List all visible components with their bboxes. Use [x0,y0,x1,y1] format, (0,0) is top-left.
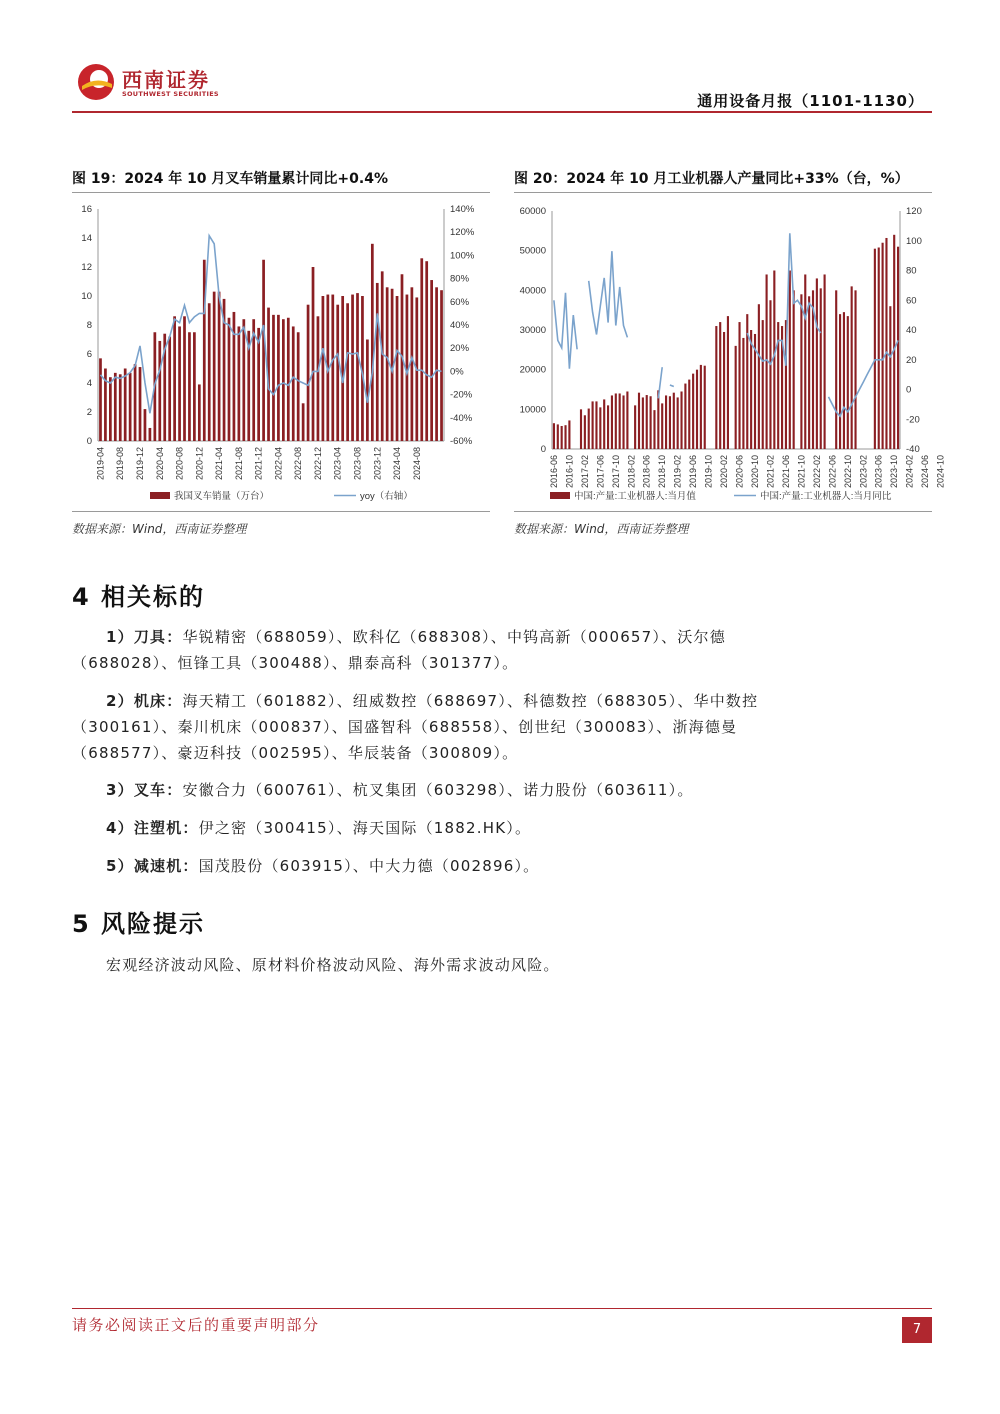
y-right-tick-label: 80% [450,273,470,285]
bar [183,316,186,441]
bar [198,384,201,441]
section-4-heading: 4 相关标的 [72,583,206,611]
y-right-tick-label: 100 [906,235,922,247]
bar [356,293,359,441]
y-right-tick-label: 120% [450,227,475,239]
related-item-tools [72,624,772,676]
bar [750,330,752,449]
bar [727,316,729,449]
x-tick-label: 2018-06 [641,455,652,489]
x-tick-label: 2019-10 [703,455,714,489]
x-tick-label: 2023-08 [352,447,363,481]
bar [99,358,102,441]
related-item-forklift [72,777,772,803]
bar [885,238,887,449]
bar [297,332,300,441]
forklift-sales-chart [72,193,490,511]
report-title: 通用设备月报（1101-1130） [697,92,924,110]
figure-19 [72,168,490,537]
x-tick-label: 2024-06 [920,455,931,489]
x-tick-label: 2021-12 [253,447,264,481]
y-right-tick-label: 20 [906,354,917,366]
company-logo-icon [76,62,116,102]
bar [109,377,112,441]
bar [317,316,320,441]
x-tick-label: 2023-02 [858,455,869,489]
bar [307,305,310,441]
bar [816,278,818,449]
bar [684,384,686,449]
related-item-injection-molding [72,815,772,841]
bar [420,258,423,441]
bar [773,271,775,450]
x-tick-label: 2024-02 [904,455,915,489]
bar [738,322,740,449]
bar [669,396,671,449]
x-tick-label: 2023-12 [372,447,383,481]
item-text: 华锐精密（688059）、欧科亿（688308）、中钨高新（000657）、沃尔德（688028）、恒锋工具（300488）、鼎泰高科（301377）。 [72,628,726,672]
bar [793,290,795,449]
y-right-tick-label: -20% [450,389,473,401]
bar [561,426,563,449]
figure-source: 数据来源：Wind，西南证券整理 [72,522,247,536]
legend-line-label: 中国:产量:工业机器人:当月同比 [760,491,892,502]
page-number: 7 [902,1317,932,1343]
bar [843,312,845,449]
bar [673,393,675,449]
y-left-tick-label: 0 [86,436,92,447]
bar [638,393,640,449]
figure-bottom-rule [72,511,490,512]
bar [897,247,899,449]
bar [292,326,295,441]
y-right-tick-label: 0 [906,384,912,396]
y-right-tick-label: 80 [906,265,917,277]
x-tick-label: 2020-12 [194,447,205,481]
bar [665,395,667,449]
x-tick-label: 2020-02 [719,455,730,489]
item-text: 国茂股份（603915）、中大力德（002896）。 [198,857,540,875]
bar [287,318,290,441]
x-tick-label: 2021-04 [214,447,225,481]
x-tick-label: 2020-06 [734,455,745,489]
bar [719,322,721,449]
bar [134,364,137,441]
bar [124,369,127,442]
x-tick-label: 2024-08 [411,447,422,481]
bar [114,373,117,441]
x-tick-label: 2016-10 [564,455,575,489]
y-right-tick-label: 140% [450,204,475,215]
bar [661,403,663,449]
x-tick-label: 2023-04 [332,447,343,481]
bar [680,391,682,449]
item-text: 安徽合力（600761）、杭叉集团（603298）、诺力股份（603611）。 [182,781,694,799]
item-label: 4）注塑机： [106,819,199,837]
bar [158,341,161,441]
bar [396,296,399,441]
x-tick-label: 2022-12 [312,447,323,481]
footer-divider [72,1308,932,1309]
bar [242,319,245,441]
y-right-tick-label: 120 [906,206,922,217]
legend-bar-swatch [550,492,570,499]
x-tick-label: 2019-06 [688,455,699,489]
bar [257,328,260,441]
bar [742,338,744,449]
x-tick-label: 2020-10 [750,455,760,489]
y-left-tick-label: 20000 [519,364,546,376]
bar [129,373,132,441]
x-tick-label: 2019-08 [115,447,126,481]
bar [557,424,559,449]
y-left-tick-label: 0 [540,444,546,455]
y-right-tick-label: 40% [450,320,470,331]
bar [603,399,605,449]
company-name-cn: 西南证券 [122,68,210,92]
y-right-tick-label: 60% [450,296,470,308]
bar [331,295,334,441]
x-tick-label: 2022-06 [827,455,838,489]
figure-bottom-rule [514,511,932,512]
risk-text [72,952,772,978]
y-left-tick-label: 4 [86,378,92,389]
bar [889,306,891,449]
bar [634,405,636,449]
y-left-tick-label: 30000 [519,325,546,336]
y-right-tick-label: 20% [450,343,470,355]
bar [336,305,339,441]
industrial-robot-chart [514,193,946,511]
x-tick-label: 2023-06 [873,455,884,489]
x-tick-label: 2021-10 [796,455,807,489]
legend-bar-swatch [150,492,170,499]
legend-bar-label: 中国:产量:工业机器人:当月值 [574,491,696,502]
bar [657,390,659,449]
bar [847,316,849,449]
item-label: 2）机床： [106,692,183,710]
bar [188,332,191,441]
bar [735,346,737,449]
bar [282,319,285,441]
y-left-tick-label: 2 [86,407,92,418]
x-tick-label: 2022-10 [842,455,853,489]
bar [144,409,147,441]
bar [692,374,694,449]
bar [228,318,231,441]
legend-bar-label: 我国叉车销量（万台） [174,491,270,502]
bar [650,396,652,449]
bar [882,243,884,449]
x-tick-label: 2018-02 [626,455,637,489]
bar [351,295,354,441]
bar [149,428,152,441]
footer-disclaimer: 请务必阅读正文后的重要声明部分 [72,1316,320,1334]
x-tick-label: 2016-06 [548,455,559,489]
bar [607,405,609,449]
bar [376,283,379,441]
x-tick-label: 2021-06 [780,455,791,489]
bar [789,271,791,450]
bar [758,304,760,449]
x-tick-label: 2021-08 [233,447,244,481]
bar [595,401,597,449]
header-divider [72,111,932,113]
bar [213,292,216,441]
bar [626,391,628,449]
bar [588,409,590,449]
bar [346,303,349,441]
bar [168,337,171,441]
related-item-reducer [72,853,772,879]
y-right-tick-label: 60 [906,295,917,307]
bar [584,415,586,449]
bar [599,407,601,449]
bar [425,261,428,441]
figure-source: 数据来源：Wind，西南证券整理 [514,522,689,536]
x-tick-label: 2021-02 [765,455,776,489]
y-right-tick-label: 100% [450,250,475,262]
item-label: 1）刀具： [106,628,183,646]
bar [808,296,810,449]
bar [619,393,621,449]
bar [218,292,221,441]
bar [677,397,679,449]
y-left-tick-label: 14 [81,233,92,244]
x-tick-label: 2017-02 [579,455,590,489]
yoy-line [101,236,442,414]
bar [851,286,853,449]
bar [322,296,325,441]
bar [646,395,648,449]
bar [622,395,624,449]
section-5-heading: 5 风险提示 [72,910,206,938]
bar [824,274,826,449]
bar [878,247,880,449]
risk-content: 宏观经济波动风险、原材料价格波动风险、海外需求波动风险。 [106,956,560,974]
bar [568,420,570,449]
x-tick-label: 2022-08 [293,447,304,481]
bar [723,332,725,449]
bar [564,425,566,449]
y-left-tick-label: 60000 [519,206,546,217]
y-left-tick-label: 10000 [519,404,546,416]
y-right-tick-label: 0% [450,366,464,378]
yoy-line [554,233,898,416]
bar [430,280,433,441]
bar [611,395,613,449]
bar [381,271,384,441]
item-label: 5）减速机： [106,857,199,875]
y-left-tick-label: 8 [86,320,92,331]
x-tick-label: 2019-12 [135,447,146,481]
bar [688,380,690,449]
bar [208,303,211,441]
x-tick-label: 2020-08 [174,447,185,481]
x-tick-label: 2024-10 [935,455,946,489]
bar [435,287,438,441]
bar [696,370,698,449]
bar [193,332,196,441]
bar [642,397,644,449]
bar [238,326,241,441]
bar [371,244,374,441]
bar [553,423,555,449]
bar [700,365,702,449]
x-tick-label: 2018-10 [657,455,668,489]
x-tick-label: 2023-10 [889,455,900,489]
company-name-en: SOUTHWEST SECURITIES [122,90,219,98]
bar [341,296,344,441]
bar [704,366,706,449]
bar [440,290,443,441]
y-right-tick-label: -40 [906,444,920,455]
x-tick-label: 2022-02 [811,455,822,489]
x-tick-label: 2020-04 [154,447,165,481]
bar [173,316,176,441]
bar [800,294,802,449]
y-left-tick-label: 12 [81,262,92,273]
x-tick-label: 2019-02 [672,455,683,489]
bar [804,274,806,449]
item-label: 3）叉车： [106,781,183,799]
figure-title: 图 20：2024 年 10 月工业机器人产量同比+33%（台，%） [514,171,909,187]
bar [411,287,414,441]
figure-title: 图 19：2024 年 10 月叉车销量累计同比+0.4% [72,171,388,187]
bar [592,401,594,449]
y-left-tick-label: 40000 [519,285,546,297]
x-tick-label: 2022-04 [273,447,284,481]
y-right-tick-label: -60% [450,436,473,447]
bar [615,393,617,449]
bar [302,403,305,441]
bar [653,410,655,449]
bar [386,287,389,441]
y-left-tick-label: 16 [81,204,92,215]
bar [835,290,837,449]
x-tick-label: 2019-04 [95,447,106,481]
figure-20 [514,168,946,537]
y-right-tick-label: -40% [450,412,473,424]
y-right-tick-label: -20 [906,414,920,426]
bar [312,267,315,441]
y-left-tick-label: 6 [86,349,92,360]
bar [366,340,369,442]
bar [715,326,717,449]
y-right-tick-label: 40 [906,325,917,336]
bar [854,290,856,449]
bar [762,320,764,449]
x-tick-label: 2017-10 [610,455,621,489]
y-left-tick-label: 10 [81,291,92,302]
bar [178,326,181,441]
item-text: 伊之密（300415）、海天国际（1882.HK）。 [198,819,532,837]
y-left-tick-label: 50000 [519,245,546,257]
x-tick-label: 2017-06 [595,455,606,489]
page-header [72,52,932,112]
bar [139,367,142,441]
legend-line-label: yoy（右轴） [360,491,413,502]
bar [119,374,122,441]
bar [820,288,822,449]
bar [874,249,876,449]
related-item-machine-tools [72,688,772,766]
x-tick-label: 2024-04 [392,447,403,481]
bar [893,235,895,449]
bar [277,315,280,441]
item-text: 海天精工（601882）、纽威数控（688697）、科德数控（688305）、华中数控（300161）、秦川机床（000837）、国盛智科（688558）、创世纪（300083）、浙海德曼（688577）、豪迈科技（002595）、华辰装备（300809）。 [72,692,759,762]
bar [769,300,771,449]
bar [262,260,265,441]
bar [580,409,582,449]
bar [272,315,275,441]
bar [839,314,841,449]
